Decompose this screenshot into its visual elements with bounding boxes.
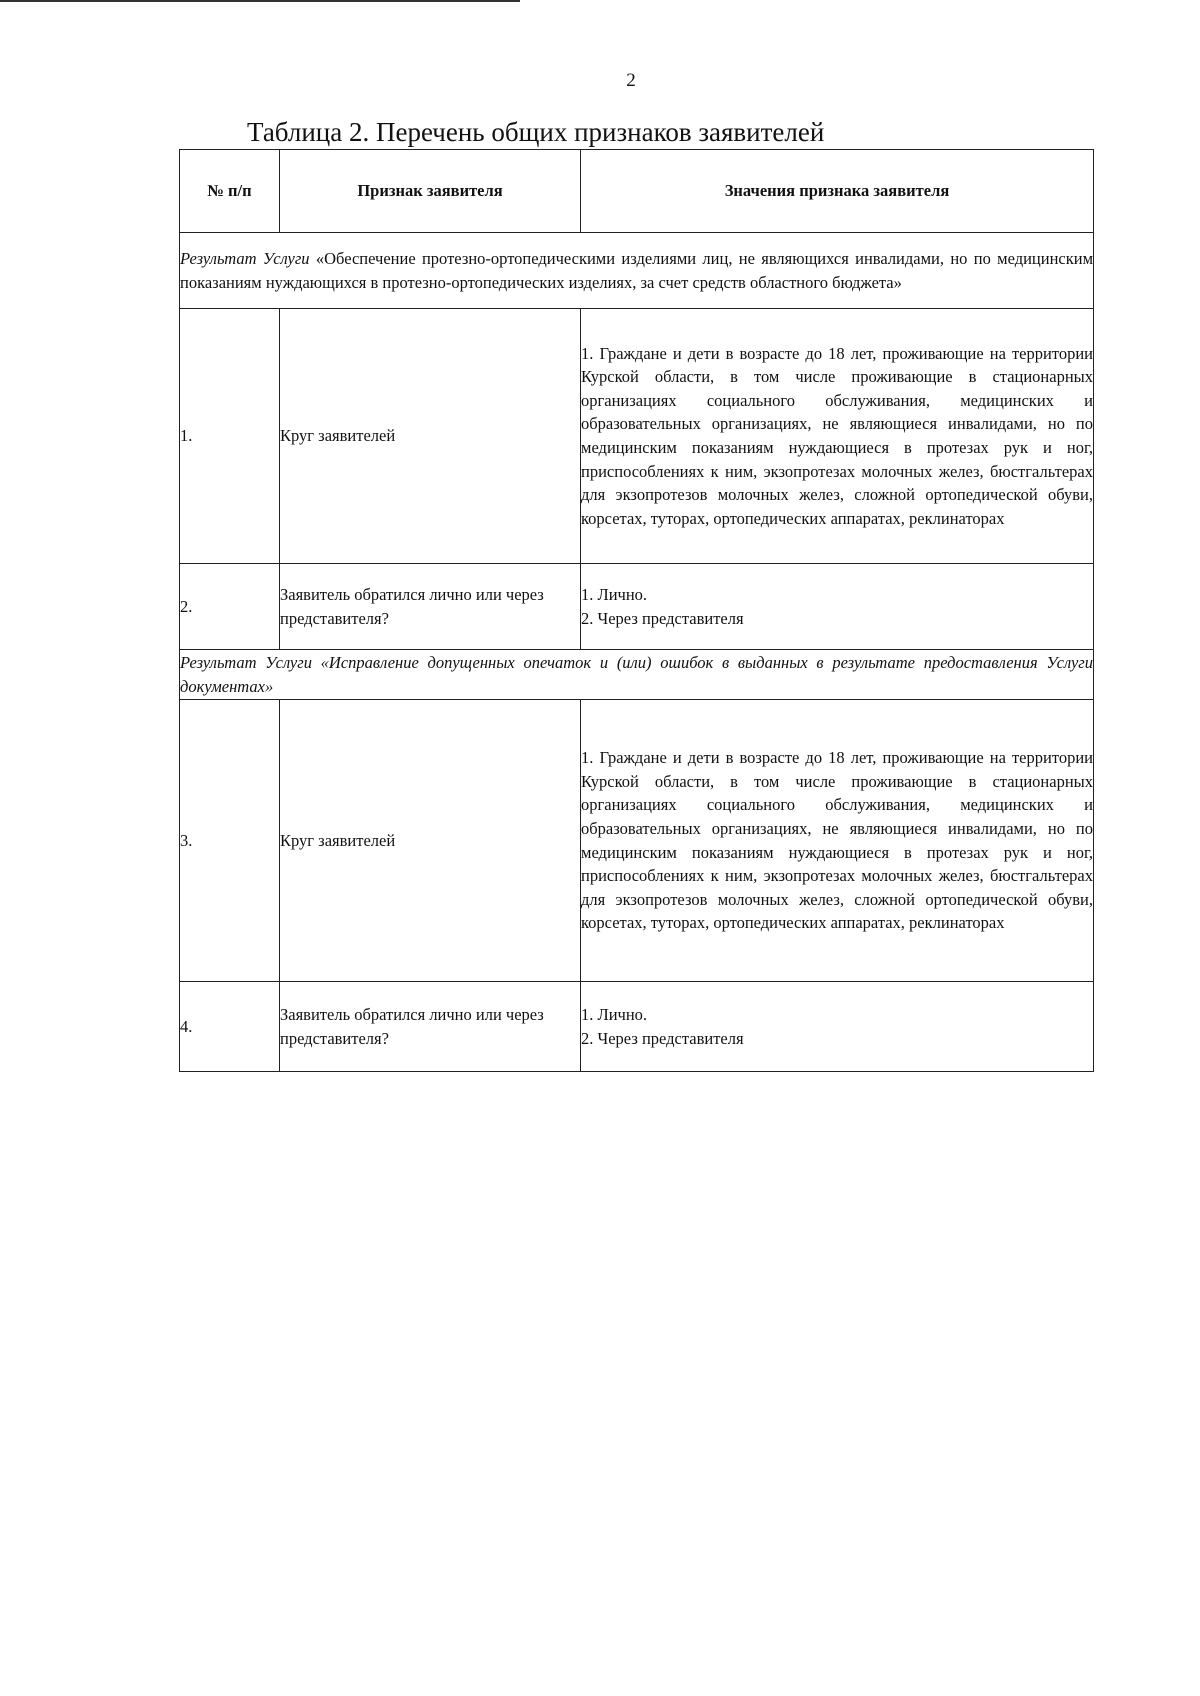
table-row	[180, 700, 1094, 982]
applicants-table	[179, 149, 1094, 1072]
table-header-row	[180, 150, 1094, 233]
value-option: 1. Лично.	[581, 1004, 648, 1024]
page-number: 2	[626, 70, 636, 91]
scan-edge-line	[0, 0, 520, 2]
header-num: № п/п	[180, 150, 280, 233]
row-value: 1. Граждане и дети в возрасте до 18 лет, проживающие на территории Курской области, в том числе проживающие в стационарных организациях социального обслуживания, медицинских и образовательных организациях, не являющиеся инвалидами, но по медицинским показаниям нуждающиеся в протезах рук и ног, приспособлениях к ним, экзопротезах молочных желез, бюстгальтерах для экзопротезов молочных желез, сложной ортопедической обуви, корсетах, туторах, ортопедических аппаратах, реклинаторах	[581, 700, 1094, 982]
value-option: 1. Лично.	[581, 584, 648, 604]
row-sign: Заявитель обратился лично или через представителя?	[280, 564, 581, 650]
section-result-1	[180, 233, 1094, 309]
row-sign: Заявитель обратился лично или через представителя?	[280, 982, 581, 1072]
row-num: 4.	[180, 982, 280, 1072]
row-sign: Круг заявителей	[280, 309, 581, 564]
row-value: 1. Граждане и дети в возрасте до 18 лет, проживающие на территории Курской области, в том числе проживающие в стационарных организациях социального обслуживания, медицинских и образовательных организациях, не являющиеся инвалидами, но по медицинским показаниям нуждающиеся в протезах рук и ног, приспособлениях к ним, экзопротезах молочных желез, бюстгальтерах для экзопротезов молочных желез, сложной ортопедической обуви, корсетах, туторах, ортопедических аппаратах, реклинаторах	[581, 309, 1094, 564]
row-num: 1.	[180, 309, 280, 564]
result-label: Результат Услуги	[180, 248, 310, 268]
row-value	[581, 982, 1094, 1072]
table-title: Таблица 2. Перечень общих признаков заявителей	[247, 117, 825, 147]
value-option: 2. Через представителя	[581, 608, 744, 628]
table-row	[180, 309, 1094, 564]
header-values: Значения признака заявителя	[581, 150, 1094, 233]
table-row	[180, 564, 1094, 650]
row-num: 2.	[180, 564, 280, 650]
row-num: 3.	[180, 700, 280, 982]
row-value	[581, 564, 1094, 650]
table-row	[180, 982, 1094, 1072]
header-sign: Признак заявителя	[280, 150, 581, 233]
section-row	[180, 233, 1094, 309]
section-result-2	[180, 650, 1094, 700]
section-row	[180, 650, 1094, 700]
result-text: Результат Услуги «Исправление допущенных опечаток и (или) ошибок в выданных в результате предоставления Услуги документах»	[180, 652, 1093, 696]
row-sign: Круг заявителей	[280, 700, 581, 982]
result-text: «Обеспечение протезно-ортопедическими изделиями лиц, не являющихся инвалидами, но по медицинским показаниям нуждающихся в протезно-ортопедических изделиях, за счет средств областного бюджета»	[180, 248, 1094, 292]
value-option: 2. Через представителя	[581, 1028, 744, 1048]
